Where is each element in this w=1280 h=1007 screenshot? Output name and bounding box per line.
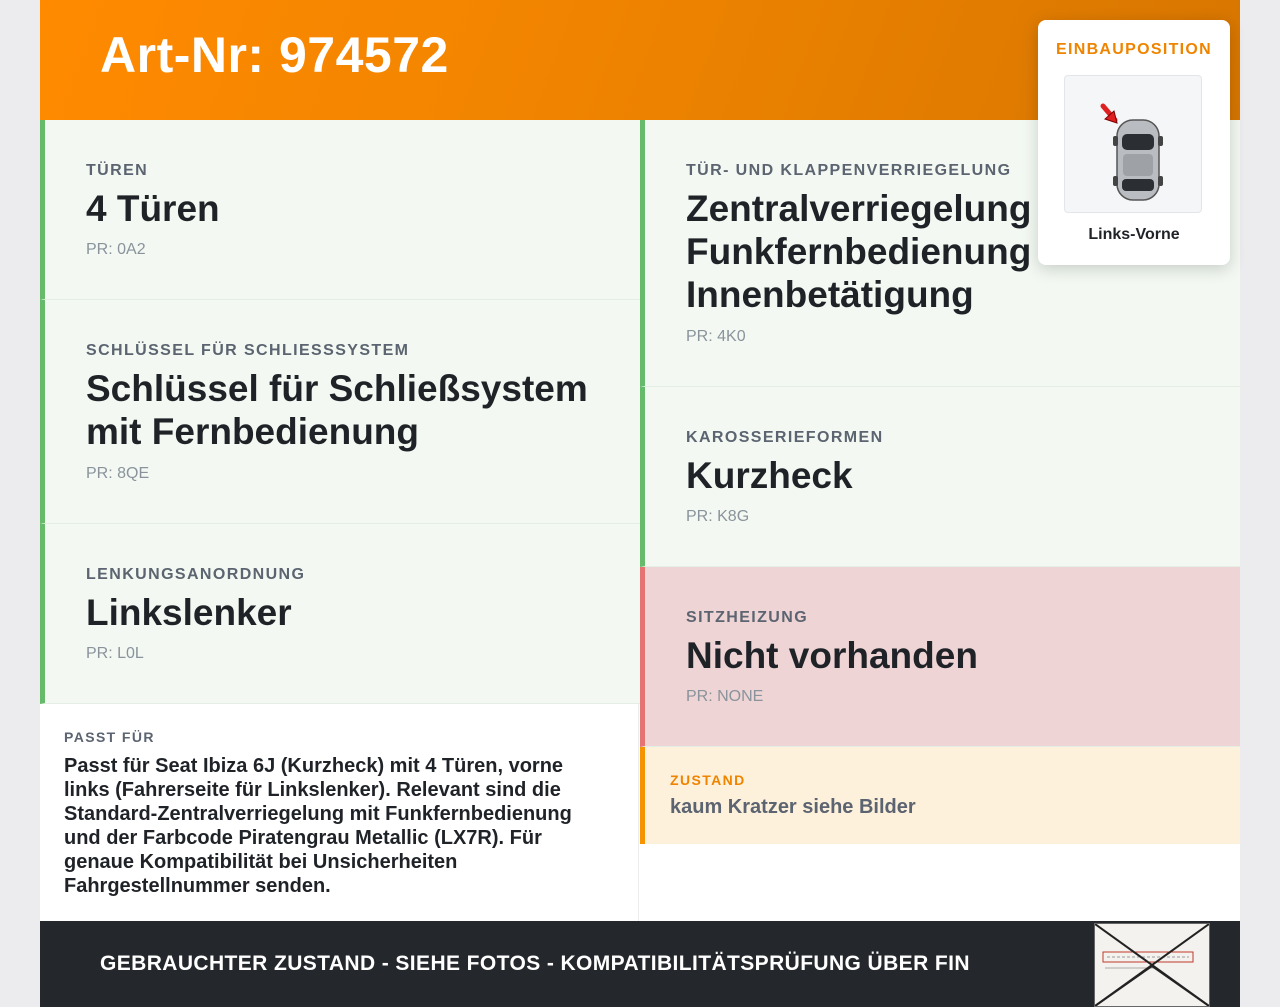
card-label: LENKUNGSANORDNUNG (86, 566, 306, 583)
condition-label: ZUSTAND (670, 772, 746, 788)
car-position-image[interactable] (1064, 75, 1202, 213)
card-pr-code: PR: K8G (686, 508, 750, 525)
fits-label: PASST FÜR (64, 729, 155, 745)
position-arrow-icon (1103, 106, 1117, 123)
condition-text: kaum Kratzer siehe Bilder (670, 796, 916, 818)
card-pr-code: PR: L0L (86, 645, 144, 662)
card-label: SITZHEIZUNG (686, 609, 809, 626)
card-value: Schlüssel für Schließsystem mit Fernbedienung (86, 368, 588, 452)
card-label: TÜR- UND KLAPPENVERRIEGELUNG (686, 162, 1012, 179)
card-tueren (40, 120, 640, 300)
card-sitzheizung (640, 567, 1240, 747)
condition-box (640, 747, 1240, 844)
install-position-title: EINBAUPOSITION (1056, 41, 1212, 58)
install-position-popup (1038, 20, 1230, 265)
card-pr-code: PR: 8QE (86, 465, 150, 482)
card-pr-code: PR: 0A2 (86, 241, 146, 258)
card-karosserie (640, 387, 1240, 567)
card-value: Kurzheck (686, 455, 853, 496)
article-number-title: Art-Nr: 974572 (100, 27, 449, 83)
card-value: 4 Türen (86, 188, 220, 229)
footer-bar (40, 921, 1240, 1007)
footer-text: GEBRAUCHTER ZUSTAND - SIEHE FOTOS - KOMPATIBILITÄTSPRÜFUNG ÜBER FIN (100, 952, 970, 975)
envelope-icon (1095, 924, 1209, 1006)
card-value: Nicht vorhanden (686, 635, 978, 676)
envelope-thumbnail[interactable] (1094, 923, 1210, 1007)
card-label: TÜREN (86, 162, 149, 179)
card-pr-code: PR: NONE (686, 688, 764, 705)
car-top-view-icon (1065, 76, 1201, 212)
card-lenkung (40, 524, 640, 704)
install-position-value: Links-Vorne (1088, 226, 1180, 243)
fits-text: Passt für Seat Ibiza 6J (Kurzheck) mit 4 Türen, vorne links (Fahrerseite für Linkslenker). Relevant sind die Standard-Zentralverriegelung mit Funkfernbedienung und der Farbcode Piratengrau Metallic (LX7R). Für genaue Kompatibilität bei Unsicherheiten Fahrgestellnummer senden. (64, 755, 572, 897)
card-schluessel (40, 300, 640, 524)
card-value: Linkslenker (86, 592, 292, 633)
card-value: Zentralverriegelung Funkfernbedienung Innenbetätigung (686, 188, 1032, 315)
card-label: SCHLÜSSEL FÜR SCHLIESSSYSTEM (86, 342, 410, 359)
fits-section (40, 704, 639, 921)
card-pr-code: PR: 4K0 (686, 328, 746, 345)
card-label: KAROSSERIEFORMEN (686, 429, 884, 446)
